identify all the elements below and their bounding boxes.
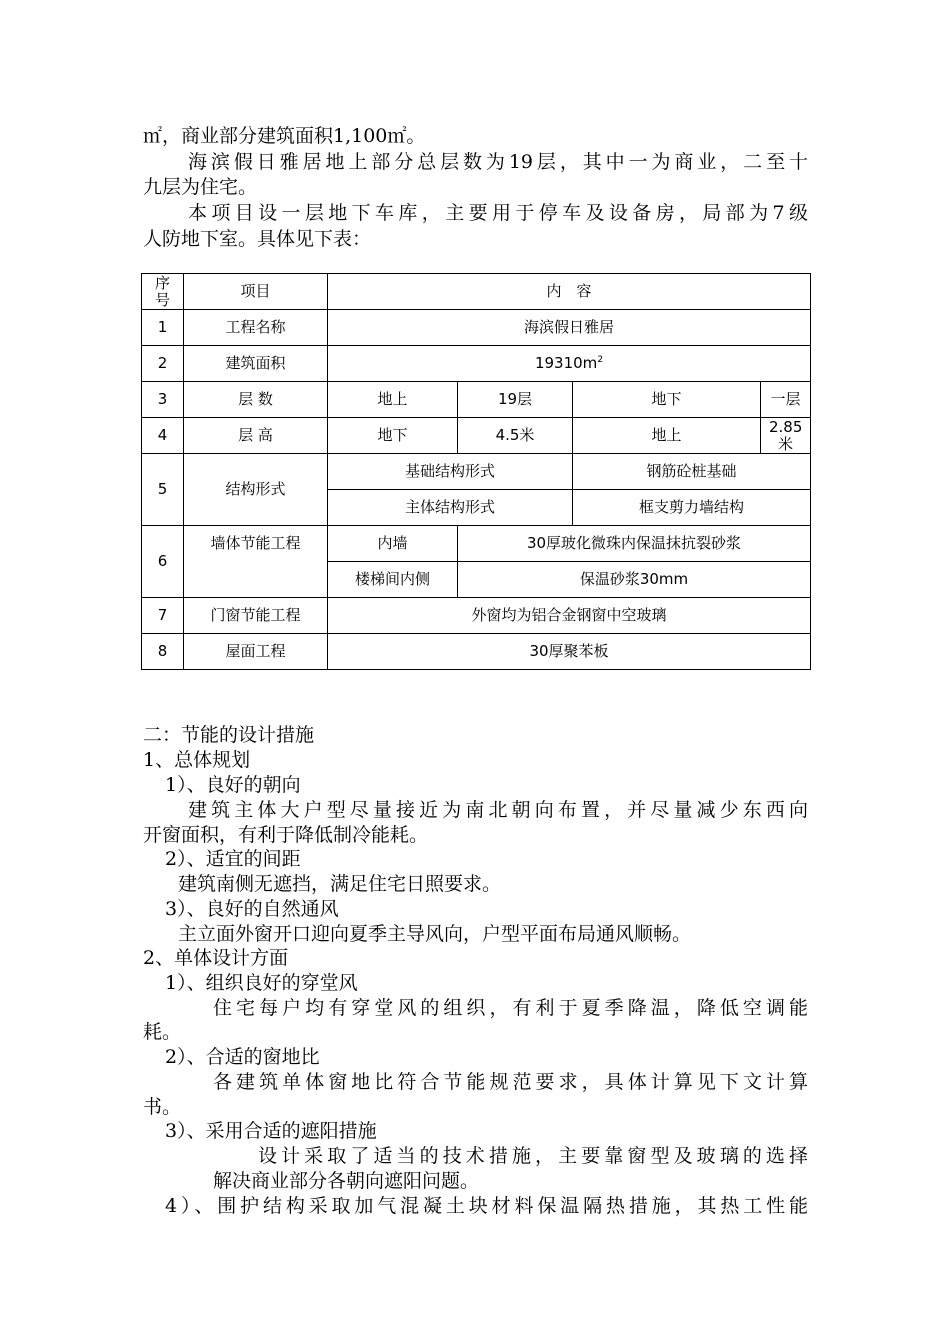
paragraph-line: 建筑南侧无遮挡，满足住宅日照要求。 [178, 873, 502, 895]
row-cell: 钢筋砼桩基础 [573, 454, 811, 490]
header-item: 项目 [184, 274, 328, 310]
paragraph-line: 各建筑单体窗地比符合节能规范要求，具体计算见下文计算 [213, 1071, 808, 1093]
table-row [142, 346, 811, 382]
row-item: 层 高 [184, 418, 328, 454]
paragraph-line: 开窗面积，有利于降低制冷能耗。 [143, 824, 429, 846]
table-row [142, 454, 811, 490]
subsection-heading: 1、总体规划 [143, 749, 251, 771]
row-cell: 内墙 [328, 526, 458, 562]
paragraph-line: 主立面外窗开口迎向夏季主导风向，户型平面布局通风顺畅。 [178, 923, 692, 945]
intro-line-3b: 人防地下室。具体见下表： [143, 228, 372, 250]
row-content [328, 346, 811, 382]
table-row [142, 418, 811, 454]
row-cell: 地下 [328, 418, 458, 454]
row-content: 海滨假日雅居 [328, 310, 811, 346]
paragraph-line: 耗。 [143, 1021, 182, 1043]
row-number: 5 [142, 454, 184, 526]
item-heading: 4）、围护结构采取加气混凝土块材料保温隔热措施，其热工性能 [165, 1195, 808, 1217]
row-item: 工程名称 [184, 310, 328, 346]
area-unit-superscript: 2 [597, 355, 604, 365]
row-cell: 保温砂浆30mm [458, 562, 811, 598]
item-heading: 2）、合适的窗地比 [165, 1046, 320, 1068]
table-header-row [142, 274, 811, 310]
row-item: 结构形式 [184, 454, 328, 526]
row-number: 4 [142, 418, 184, 454]
intro-line-2b: 九层为住宅。 [143, 176, 258, 198]
item-heading: 2）、适宜的间距 [165, 848, 301, 870]
row-number: 8 [142, 634, 184, 670]
intro-line-2a: 海滨假日雅居地上部分总层数为19层，其中一为商业，二至十 [188, 151, 808, 173]
table-row [142, 526, 811, 562]
row-cell: 地下 [573, 382, 761, 418]
intro-line-1: ㎡，商业部分建筑面积1,100㎡。 [143, 125, 426, 147]
row-cell: 4.5米 [458, 418, 573, 454]
row-cell: 19层 [458, 382, 573, 418]
row-item: 建筑面积 [184, 346, 328, 382]
row-number: 1 [142, 310, 184, 346]
row-content: 30厚聚苯板 [328, 634, 811, 670]
row-cell: 一层 [761, 382, 811, 418]
paragraph-line: 设计采取了适当的技术措施，主要靠窗型及玻璃的选择 [258, 1145, 808, 1167]
item-heading: 3）、采用合适的遮阳措施 [165, 1120, 377, 1142]
header-seq: 序号 [142, 274, 184, 310]
row-cell: 楼梯间内侧 [328, 562, 458, 598]
paragraph-line: 书。 [143, 1096, 182, 1118]
section-heading: 二：节能的设计措施 [143, 724, 315, 746]
subsection-heading: 2、单体设计方面 [143, 947, 289, 969]
row-cell: 地上 [328, 382, 458, 418]
project-info-table [141, 273, 811, 670]
table-row [142, 310, 811, 346]
row-item: 层 数 [184, 382, 328, 418]
row-cell: 框支剪力墙结构 [573, 490, 811, 526]
row-cell: 30厚玻化微珠内保温抹抗裂砂浆 [458, 526, 811, 562]
item-heading: 1）、良好的朝向 [165, 774, 301, 796]
row-cell: 地上 [573, 418, 761, 454]
item-heading: 3）、良好的自然通风 [165, 898, 339, 920]
table-row [142, 634, 811, 670]
row-number: 7 [142, 598, 184, 634]
paragraph-line: 建筑主体大户型尽量接近为南北朝向布置，并尽量减少东西向 [188, 799, 808, 821]
row-cell: 2.85米 [761, 418, 811, 454]
header-content: 内 容 [328, 274, 811, 310]
row-number: 6 [142, 526, 184, 598]
row-number: 3 [142, 382, 184, 418]
table-row [142, 598, 811, 634]
row-item: 墙体节能工程 [184, 526, 328, 598]
row-cell: 基础结构形式 [328, 454, 573, 490]
item-heading: 1）、组织良好的穿堂风 [165, 972, 358, 994]
row-content: 外窗均为铝合金钢窗中空玻璃 [328, 598, 811, 634]
row-cell: 主体结构形式 [328, 490, 573, 526]
row-number: 2 [142, 346, 184, 382]
paragraph-line: 解决商业部分各朝向遮阳问题。 [213, 1170, 480, 1192]
paragraph-line: 住宅每户均有穿堂风的组织，有利于夏季降温，降低空调能 [213, 997, 808, 1019]
table-row [142, 382, 811, 418]
intro-line-3a: 本项目设一层地下车库，主要用于停车及设备房，局部为7级 [188, 202, 808, 224]
row-item: 屋面工程 [184, 634, 328, 670]
row-item: 门窗节能工程 [184, 598, 328, 634]
area-value: 19310m [534, 354, 598, 372]
